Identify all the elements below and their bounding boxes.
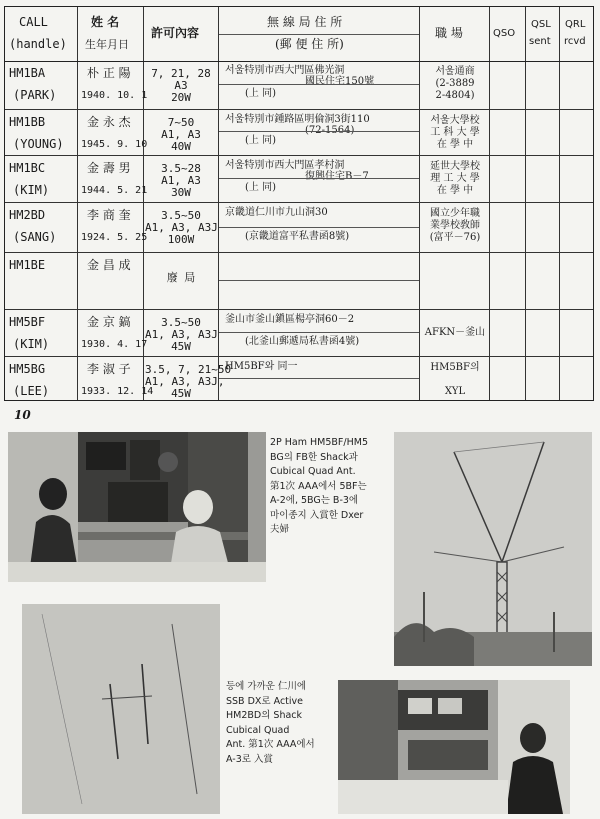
birth-date: 1933. 12. 14 — [81, 386, 154, 397]
table-row — [5, 110, 593, 156]
operator-name: 金 永 杰 — [87, 115, 131, 129]
address-line-2: 國民住宅150號 — [305, 76, 375, 87]
license-power: 30W — [171, 186, 191, 199]
license-band: 3.5~50 — [161, 316, 201, 329]
caption-shack — [226, 680, 315, 767]
address-line: 서울特別市西大門區佛光洞 — [225, 65, 345, 76]
postal-address: (北釜山郵遞局私書函4號) — [245, 336, 360, 347]
caption-shack-line: A-3로 入賞 — [226, 753, 273, 765]
caption-couple-line: 第1次 AAA에서 5BF는 — [270, 480, 367, 492]
address-line-2: (72-1564) — [305, 125, 355, 136]
call-sign: HM1BC — [9, 161, 46, 175]
caption-shack-line: Cubical Quad — [226, 724, 290, 736]
workplace-line: 在 學 中 — [436, 185, 474, 196]
address-line: HM5BF와 同一 — [225, 361, 298, 372]
header-qsl-sent: sent — [529, 36, 551, 47]
license-mode: A3 — [174, 79, 188, 92]
handle: (YOUNG) — [13, 137, 64, 151]
call-sign: HM5BG — [9, 362, 46, 376]
header-qrl-rcvd: rcvd — [564, 36, 586, 47]
address-divider — [219, 332, 419, 333]
caption-shack-line: HM2BD의 Shack — [226, 710, 303, 721]
license-power: 100W — [167, 233, 195, 246]
handle: (LEE) — [13, 384, 50, 398]
call-sign: HM2BD — [9, 208, 46, 222]
call-sign: HM1BB — [9, 115, 46, 129]
caption-couple-line: 마이종지 入賞한 Dxer — [270, 509, 364, 521]
caption-couple-line: 2P Ham HM5BF/HM5 — [270, 437, 368, 448]
license-power: 40W — [171, 140, 191, 153]
license-power: 20W — [171, 91, 191, 104]
address-line: 京畿道仁川市九山洞30 — [225, 207, 328, 218]
table-row — [5, 156, 593, 203]
operator-name: 金 昌 成 — [87, 258, 131, 272]
workplace-line: (2-3889 — [435, 78, 475, 89]
license-mode: A1, A3, A3J — [145, 221, 218, 234]
address-line: 서울特別市鍾路區明倫洞3街110 — [225, 114, 370, 125]
caption-shack-line: SSB DX로 Active — [226, 695, 304, 707]
workplace-line: 國立少年職 — [430, 208, 480, 219]
caption-shack-line: Ant. 第1次 AAA에서 — [226, 739, 315, 750]
workplace-line: XYL — [444, 386, 466, 397]
postal-address: (上 同) — [245, 88, 276, 99]
address-line-2: 復興住宅B－7 — [305, 171, 369, 182]
license-power: 45W — [171, 387, 191, 400]
photo-operator-station — [338, 680, 570, 814]
address-divider — [219, 227, 419, 228]
handle: (PARK) — [13, 88, 57, 102]
license-mode: A1, A3, A3J, — [145, 375, 225, 388]
workplace-line: 工 科 大 學 — [430, 127, 480, 138]
header-address: 無 線 局 住 所 — [267, 15, 343, 29]
license-mode: A1, A3 — [161, 174, 201, 187]
license-power: 45W — [171, 340, 191, 353]
address-divider — [219, 131, 419, 132]
photo-antenna-tower — [394, 432, 592, 666]
header-postal: (郵 便 住 所) — [275, 37, 344, 51]
address-divider — [219, 378, 419, 379]
birth-date: 1940. 10. 1 — [81, 90, 148, 101]
postal-address: (上 同) — [245, 182, 276, 193]
license-mode: A1, A3, A3J — [145, 328, 218, 341]
header-name: 姓 名 — [91, 15, 120, 29]
header-qso: QSO — [493, 28, 516, 39]
page-number: 10 — [14, 408, 31, 422]
table-row — [5, 61, 593, 110]
license-band: 3.5, 7, 21~50 — [145, 363, 232, 376]
handle: (KIM) — [13, 183, 50, 197]
table-row — [5, 357, 593, 402]
call-sign: HM5BF — [9, 315, 46, 329]
call-sign: HM1BE — [9, 258, 46, 272]
workplace-line: 延世大學校 — [430, 161, 480, 172]
birth-date: 1924. 5. 25 — [81, 232, 148, 243]
caption-couple-line: Cubical Quad Ant. — [270, 466, 356, 477]
header-qsl: QSL — [531, 19, 551, 30]
caption-couple-line: A-2에, 5BG는 B-3에 — [270, 495, 359, 506]
postal-address: (京畿道富平私書函8號) — [245, 231, 350, 242]
table-row — [5, 253, 593, 310]
birth-date: 1945. 9. 10 — [81, 139, 148, 150]
caption-couple-line: BG의 FB한 Shack과 — [270, 451, 358, 463]
station-directory-table — [4, 6, 594, 401]
caption-couple-line: 夫婦 — [270, 524, 290, 535]
address-line: 釜山市釜山鎭區楊亭洞60－2 — [225, 314, 355, 325]
address-divider — [219, 280, 419, 281]
handle: (KIM) — [13, 337, 50, 351]
header-birth: 生年月日 — [85, 38, 129, 51]
handle: (SANG) — [13, 230, 57, 244]
header-handle: (handle) — [9, 37, 67, 51]
operator-name: 金 壽 男 — [87, 161, 131, 175]
address-line: 서울特別市西大門區孝村洞 — [225, 160, 345, 171]
license-band: 7~50 — [167, 116, 195, 129]
table-row — [5, 310, 593, 357]
birth-date: 1944. 5. 21 — [81, 185, 148, 196]
caption-shack-line: 등에 가까운 仁川에 — [226, 681, 307, 692]
workplace-line: 서울通商 — [435, 66, 475, 77]
operator-name: 李 商 奎 — [87, 208, 131, 222]
caption-couple — [270, 436, 368, 538]
workplace-line: HM5BF의 — [430, 362, 480, 373]
postal-address: (上 同) — [245, 135, 276, 146]
operator-name: 李 淑 子 — [87, 362, 131, 376]
address-divider — [219, 84, 419, 85]
table-row — [5, 203, 593, 253]
photo-couple-shack — [8, 432, 266, 582]
address-divider — [219, 178, 419, 179]
license-mode: 廢 局 — [166, 271, 196, 284]
header-job: 職 場 — [435, 26, 463, 40]
license-mode: A1, A3 — [161, 128, 201, 141]
workplace-line: 2-4804) — [435, 90, 475, 101]
workplace-line: AFKN－釜山 — [424, 327, 486, 338]
workplace-line: 서울大學校 — [430, 115, 480, 126]
call-sign: HM1BA — [9, 66, 46, 80]
birth-date: 1930. 4. 17 — [81, 339, 148, 350]
license-band: 3.5~28 — [161, 162, 201, 175]
license-band: 3.5~50 — [161, 209, 201, 222]
header-call: CALL — [19, 15, 48, 29]
license-band: 7, 21, 28 — [151, 67, 211, 80]
workplace-line: (富平－76) — [429, 232, 481, 243]
header-license: 許可內容 — [151, 26, 200, 40]
workplace-line: 理 工 大 學 — [430, 173, 480, 184]
workplace-line: 業學校敎師 — [430, 220, 480, 231]
operator-name: 朴 正 陽 — [87, 66, 131, 80]
workplace-line: 在 學 中 — [436, 139, 474, 150]
operator-name: 金 京 鎬 — [87, 315, 131, 329]
header-qrl: QRL — [565, 19, 586, 30]
photo-cubical-quad — [22, 604, 220, 814]
